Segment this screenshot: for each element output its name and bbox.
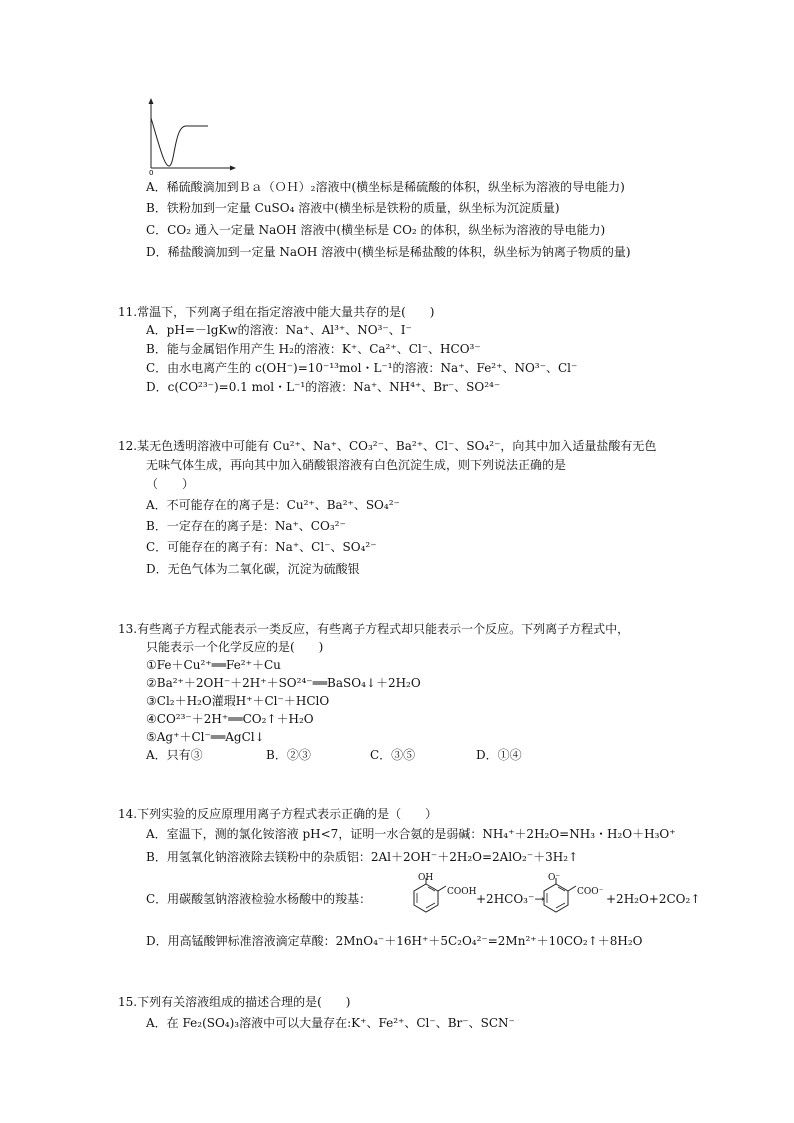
q14-c-oh-label: OH (418, 873, 434, 883)
q13-stem-line2: 只能表示一个化学反应的是( ) (146, 640, 324, 654)
q11-stem: 11.常温下，下列离子组在指定溶液中能大量共存的是( ) (118, 305, 435, 319)
q12-option-c: C．可能存在的离子有：Na⁺、Cl⁻、SO₄²⁻ (146, 540, 377, 554)
q14-stem: 14.下列实验的反应原理用离子方程式表示正确的是（ ） (118, 807, 438, 821)
q14-option-d: D．用高锰酸钾标准溶液滴定草酸：2MnO₄⁻＋16H⁺＋5C₂O₄²⁻=2Mn²⁺＋10CO₂↑＋8H₂O (146, 934, 643, 948)
q12-option-b: B．一定存在的离子是：Na⁺、CO₃²⁻ (146, 519, 346, 533)
curve (151, 118, 208, 166)
q13-option-c: C．③⑤ (370, 748, 416, 762)
q13-equation-2: ②Ba²⁺＋2OH⁻＋2H⁺＋SO²⁴⁻══BaSO₄↓＋2H₂O (146, 676, 421, 690)
origin-label: 0 (149, 169, 154, 176)
q11-option-c: C．由水电离产生的 c(OH⁻)=10⁻¹³mol・L⁻¹的溶液：Na⁺、Fe²⁺、NO³⁻、Cl⁻ (146, 361, 578, 375)
y-axis-arrow (149, 98, 154, 104)
q15-stem: 15.下列有关溶液组成的描述合理的是( ) (118, 995, 351, 1009)
q11-option-a: A．pH=－lgKw的溶液：Na⁺、Al³⁺、NO³⁻、I⁻ (146, 323, 412, 337)
q10-graph (140, 96, 240, 176)
q13-stem-line1: 13.有些离子方程式能表示一类反应，有些离子方程式却只能表示一个反应。下列离子方程式中， (118, 622, 630, 636)
q14-option-a: A．室温下，测的氯化铵溶液 pH<7，证明一水合氨的是弱碱：NH₄⁺＋2H₂O=NH₃・H₂O＋H₃O⁺ (146, 827, 676, 841)
q14-c-cooh-label: COOH (447, 887, 477, 897)
q10-option-a: A．稀硫酸滴加到Ｂａ（ＯＨ）₂溶液中(横坐标是稀硫酸的体积，纵坐标为溶液的导电能力) (146, 180, 625, 194)
q11-option-d: D．c(CO²³⁻)=0.1 mol・L⁻¹的溶液：Na⁺、NH⁴⁺、Br⁻、SO²⁴⁻ (146, 380, 501, 394)
q13-option-a: A．只有③ (146, 748, 203, 762)
q14-option-b: B．用氢氧化钠溶液除去镁粉中的杂质铝：2Al＋2OH⁻＋2H₂O=2AlO₂⁻＋3H₂↑ (146, 850, 579, 864)
q11-option-b: B．能与金属铝作用产生 H₂的溶液：K⁺、Ca²⁺、Cl⁻、HCO³⁻ (146, 342, 481, 356)
q12-stem-line2: 无味气体生成，再向其中加入硝酸银溶液有白色沉淀生成，则下列说法正确的是 (146, 458, 567, 472)
q12-option-a: A．不可能存在的离子是：Cu²⁺、Ba²⁺、SO₄²⁻ (146, 498, 400, 512)
q13-equation-1: ①Fe＋Cu²⁺══Fe²⁺＋Cu (146, 658, 281, 672)
q12-option-d: D．无色气体为二氧化碳，沉淀为硫酸银 (146, 562, 360, 576)
q12-stem-line1: 12.某无色透明溶液中可能有 Cu²⁺、Na⁺、CO₃²⁻、Ba²⁺、Cl⁻、SO₄²⁻，向其中加入适量盐酸有无色 (118, 439, 657, 453)
q13-equation-5: ⑤Ag⁺＋Cl⁻══AgCl↓ (146, 730, 265, 744)
q15-option-a: A．在 Fe₂(SO₄)₃溶液中可以大量存在:K⁺、Fe²⁺、Cl⁻、Br⁻、SCN⁻ (146, 1016, 515, 1030)
q14-option-c-prefix: C．用碳酸氢钠溶液检验水杨酸中的羧基： (146, 892, 372, 906)
x-axis-arrow (230, 166, 236, 171)
q14-c-o-label: O⁻ (548, 873, 561, 883)
q14-c-suffix: +2H₂O+2CO₂↑ (606, 892, 701, 906)
q13-option-d: D．①④ (476, 748, 522, 762)
q13-equation-4: ④CO²³⁻＋2H⁺══CO₂↑＋H₂O (146, 712, 314, 726)
q14-c-middle: +2HCO₃⁻→ (476, 892, 545, 906)
q10-option-c: C．CO₂ 通入一定量 NaOH 溶液中(横坐标是 CO₂ 的体积，纵坐标为溶液的导电能力) (146, 223, 606, 237)
q10-option-d: D．稀盐酸滴加到一定量 NaOH 溶液中(横坐标是稀盐酸的体积，纵坐标为钠离子物质的量) (146, 245, 631, 259)
q13-option-b: B．②③ (266, 748, 311, 762)
q13-equation-3: ③Cl₂＋H₂O灌瑕H⁺＋Cl⁻＋HClO (146, 694, 330, 708)
q14-c-coo-label: COO⁻ (577, 887, 604, 897)
q12-stem-line3: （ ） (146, 477, 195, 491)
q10-option-b: B．铁粉加到一定量 CuSO₄ 溶液中(横坐标是铁粉的质量，纵坐标为沉淀质量) (146, 201, 560, 215)
